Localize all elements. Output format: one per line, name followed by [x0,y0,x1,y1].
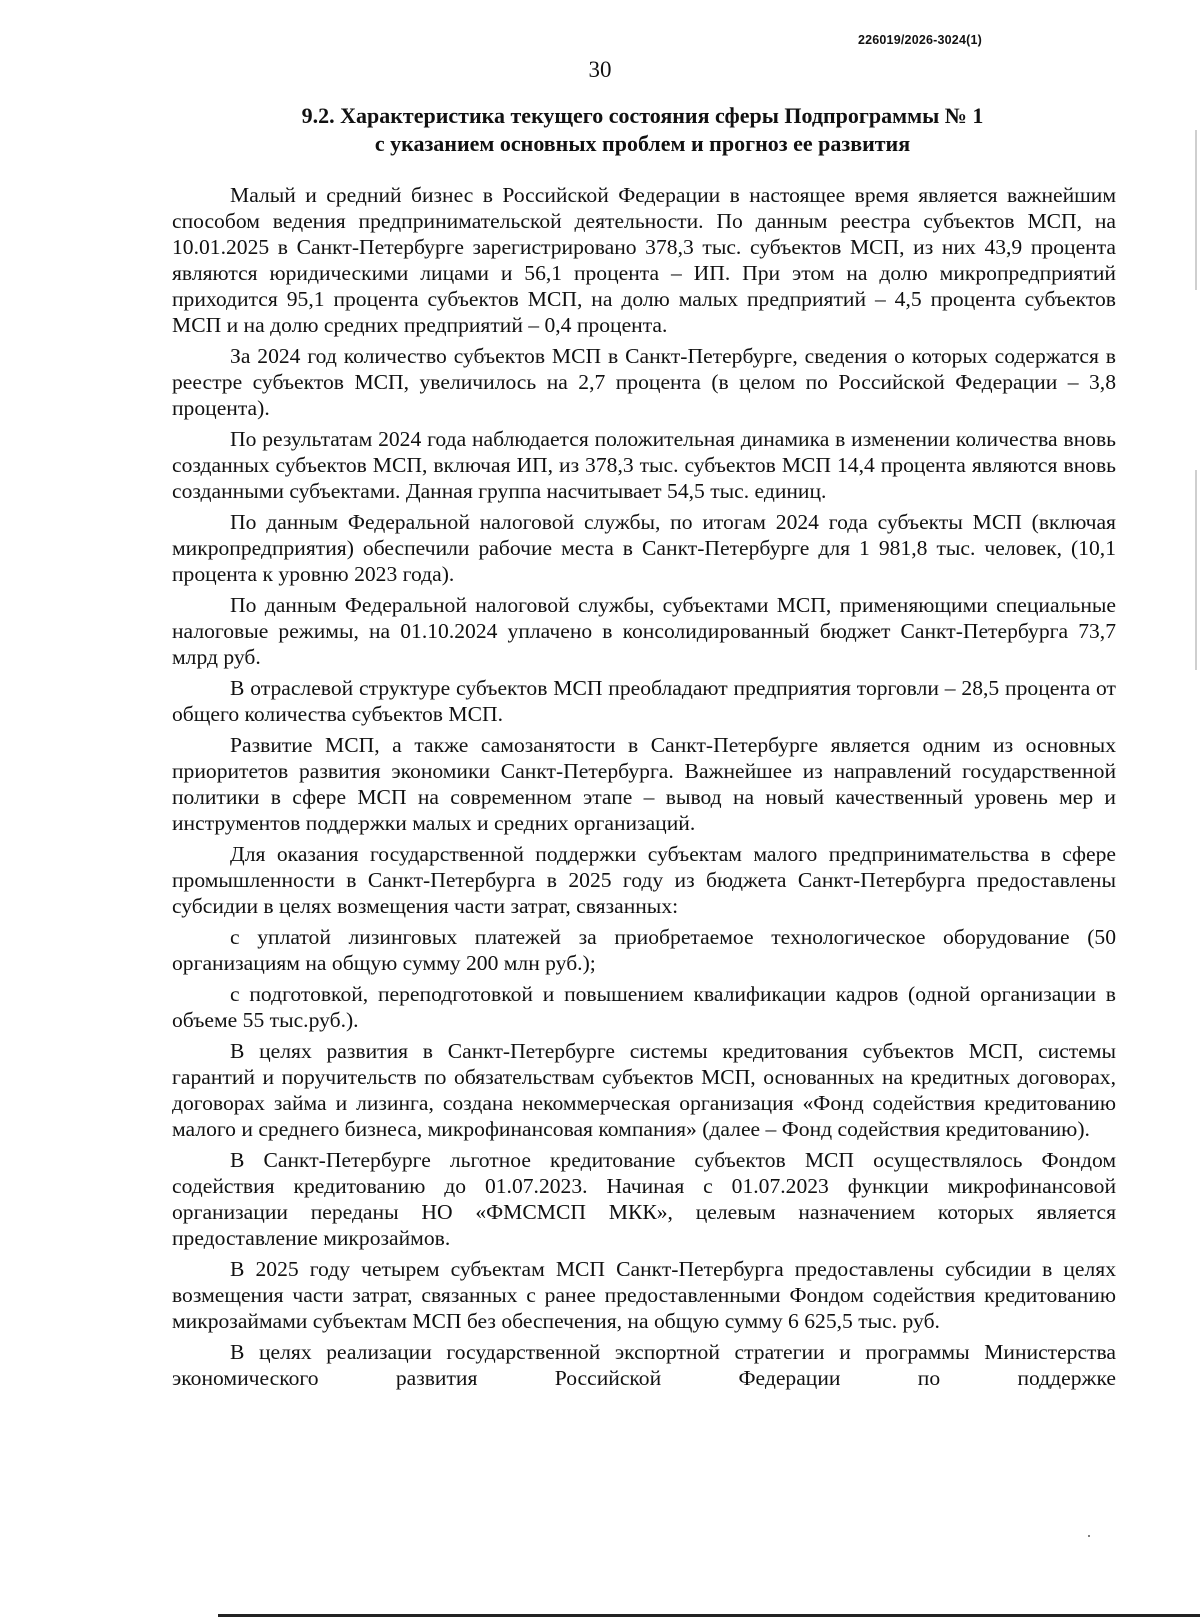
paragraph: В 2025 году четырем субъектам МСП Санкт-Петербурга предоставлены субсидии в целях возмещения части затрат, связанных с ранее предоставленными Фондом содействия кредитованию микрозаймами субъектам МСП без обеспечения, на общую сумму 6 625,5 тыс. руб. [172,1257,1116,1333]
section-heading-line-1: 9.2. Характеристика текущего состояния сферы Подпрограммы № 1 [301,103,984,128]
scan-bottom-edge [218,1614,1200,1617]
scan-speck [1088,1535,1090,1537]
paragraph: с подготовкой, переподготовкой и повышением квалификации кадров (одной организации в объеме 55 тыс.руб.). [172,982,1116,1032]
paragraph: Для оказания государственной поддержки субъектам малого предпринимательства в сфере промышленности в Санкт-Петербурга в 2025 году из бюджета Санкт-Петербурга предоставлены субсидии в целях возмещения части затрат, связанных: [172,842,1116,918]
section-heading [170,102,1115,158]
body-text [172,182,1116,1391]
paragraph: По данным Федеральной налоговой службы, по итогам 2024 года субъекты МСП (включая микропредприятия) обеспечили рабочие места в Санкт-Петербурге для 1 981,8 тыс. человек, (10,1 процента к уровню 2023 года). [172,510,1116,586]
paragraph: В отраслевой структуре субъектов МСП преобладают предприятия торговли – 28,5 процента от общего количества субъектов МСП. [172,676,1116,726]
paragraph: За 2024 год количество субъектов МСП в Санкт-Петербурге, сведения о которых содержатся в реестре субъектов МСП, увеличилось на 2,7 процента (в целом по Российской Федерации – 3,8 процента). [172,344,1116,420]
scan-edge-mark [1195,130,1197,290]
paragraph: В целях развития в Санкт-Петербурге системы кредитования субъектов МСП, системы гарантий и поручительств по обязательствам субъектов МСП, основанных на кредитных договорах, договорах займа и лизинга, создана некоммерческая организация «Фонд содействия кредитованию малого и среднего бизнеса, микрофинансовая компания» (далее – Фонд содействия кредитованию). [172,1039,1116,1141]
scan-edge-mark [1195,470,1197,670]
paragraph: Развитие МСП, а также самозанятости в Санкт-Петербурге является одним из основных приоритетов развития экономики Санкт-Петербурга. Важнейшее из направлений государственной политики в сфере МСП на современном этапе – вывод на новый качественный уровень мер и инструментов поддержки малых и средних организаций. [172,733,1116,835]
paragraph: с уплатой лизинговых платежей за приобретаемое технологическое оборудование (50 организациям на общую сумму 200 млн руб.); [172,925,1116,975]
page-number: 30 [588,57,612,82]
paragraph: Малый и средний бизнес в Российской Федерации в настоящее время является важнейшим способом ведения предпринимательской деятельности. По данным реестра субъектов МСП, на 10.01.2025 в Санкт-Петербурге зарегистрировано 378,3 тыс. субъектов МСП, из них 43,9 процента являются юридическими лицами и 56,1 процента – ИП. При этом на долю микропредприятий приходится 95,1 процента субъектов МСП, на долю малых предприятий – 4,5 процента субъектов МСП и на долю средних предприятий – 0,4 процента. [172,183,1116,337]
section-heading-line-2: с указанием основных проблем и прогноз ее развития [374,131,911,156]
paragraph: По результатам 2024 года наблюдается положительная динамика в изменении количества вновь созданных субъектов МСП, включая ИП, из 378,3 тыс. субъектов МСП 14,4 процента являются вновь созданными субъектами. Данная группа насчитывает 54,5 тыс. единиц. [172,427,1116,503]
paragraph: В целях реализации государственной экспортной стратегии и программы Министерства экономического развития Российской Федерации по поддержке [172,1340,1116,1390]
paragraph: По данным Федеральной налоговой службы, субъектами МСП, применяющими специальные налоговые режимы, на 01.10.2024 уплачено в консолидированный бюджет Санкт-Петербурга 73,7 млрд руб. [172,593,1116,669]
paragraph: В Санкт-Петербурге льготное кредитование субъектов МСП осуществлялось Фондом содействия кредитованию до 01.07.2023. Начиная с 01.07.2023 функции микрофинансовой организации переданы НО «ФМСМСП МКК», целевым назначением которых является предоставление микрозаймов. [172,1148,1116,1250]
document-number: 226019/2026-3024(1) [857,33,982,47]
